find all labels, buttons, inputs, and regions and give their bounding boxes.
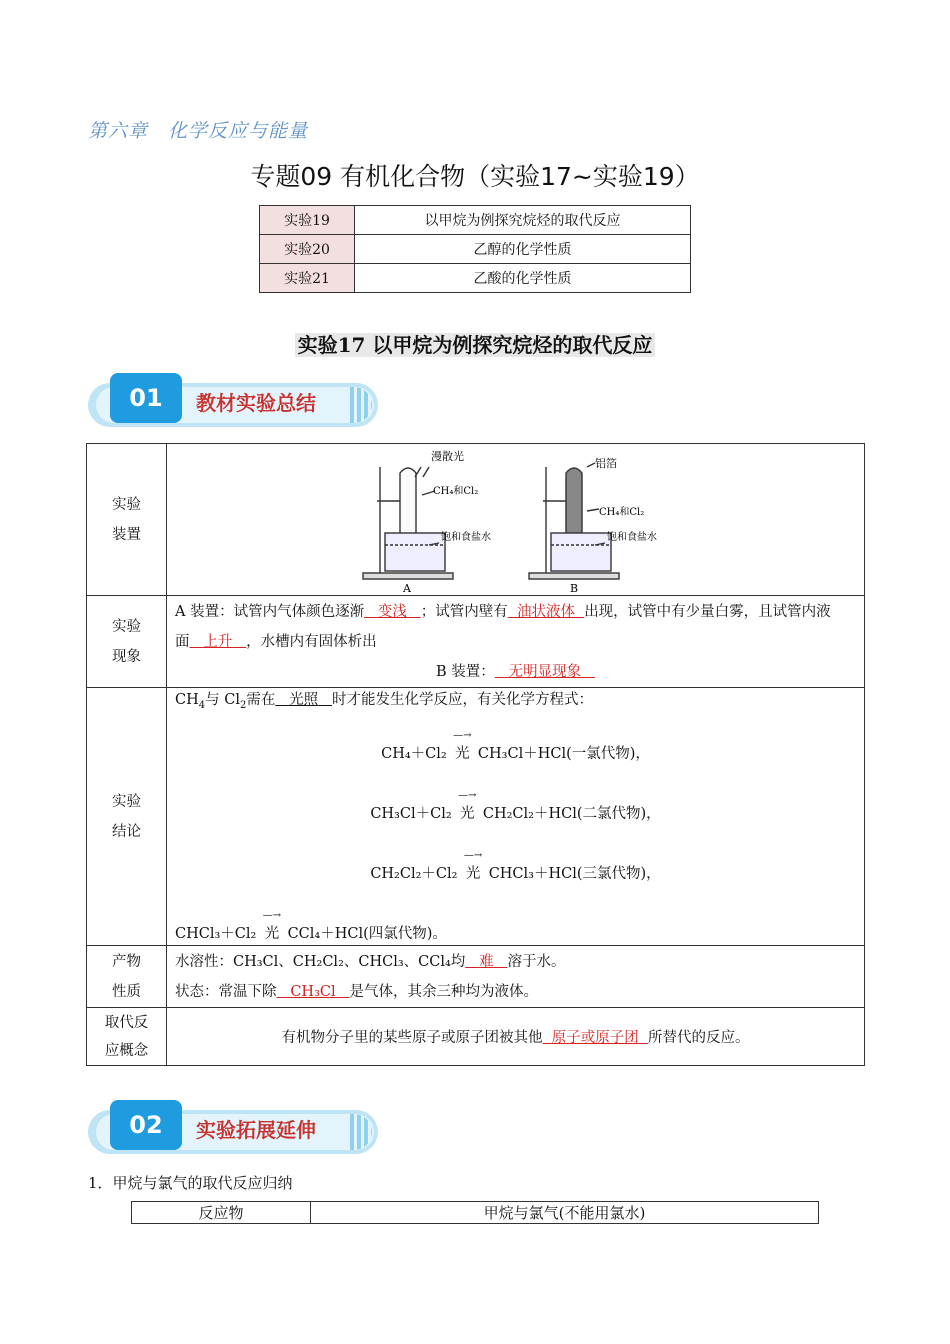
- label-diffuse-light: 漫散光: [431, 449, 464, 463]
- phenomena-cell: A 装置：试管内气体颜色逐渐 变浅 ；试管内壁有 油状液体 出现，试管中有少量白雾，且试管内液面 上升 ，水槽内有固体析出 B 装置： 无明显现象: [167, 596, 865, 688]
- row-label: 实验装置: [87, 444, 167, 596]
- label-gas-b: CH₄和Cl₂: [599, 506, 645, 518]
- row-label: 取代反应概念: [87, 1008, 167, 1066]
- section-banner-2: [88, 1100, 380, 1156]
- summary-table: [86, 443, 865, 1066]
- experiment-heading-text: 实验17 以甲烷为例探究烷烃的取代反应: [295, 333, 656, 357]
- label-saline-a: 饱和食盐水: [441, 531, 491, 543]
- equation-4: CHCl₃＋Cl₂ —→ 光 CCl₄＋HCl(四氯代物)。: [175, 910, 447, 943]
- table-cell: 反应物: [132, 1202, 311, 1224]
- label-aluminum-foil: 铝箔: [595, 456, 617, 470]
- table-row: [260, 264, 691, 293]
- label-saline-b: 饱和食盐水: [607, 531, 657, 543]
- answer-blank: 油状液体: [516, 603, 575, 620]
- apparatus-diagram: [167, 445, 864, 595]
- toc-num: 实验21: [260, 264, 355, 293]
- toc-name: 乙酸的化学性质: [355, 264, 691, 293]
- section-banner-1: [88, 373, 380, 429]
- table-row: [87, 946, 865, 1008]
- experiment-heading: [0, 329, 950, 358]
- answer-blank: 难: [479, 953, 494, 970]
- section-number: 01: [110, 373, 182, 423]
- equation-3: CH₂Cl₂＋Cl₂ —→ 光 CHCl₃＋HCl(三氯代物)，: [370, 850, 661, 883]
- label-apparatus-b: B: [570, 581, 579, 595]
- toc-name: 以甲烷为例探究烷烃的取代反应: [355, 206, 691, 235]
- label-apparatus-a: A: [403, 581, 411, 595]
- toc-num: 实验20: [260, 235, 355, 264]
- answer-blank: 原子或原子团: [551, 1030, 639, 1046]
- substitution-cell: 有机物分子里的某些原子或原子团被其他 原子或原子团 所替代的反应。: [167, 1008, 865, 1066]
- table-cell: 甲烷与氯气(不能用氯水): [311, 1202, 819, 1224]
- equation-2: CH₃Cl＋Cl₂ —→ 光 CH₂Cl₂＋HCl(二氯代物)，: [370, 790, 661, 823]
- table-row: [87, 1008, 865, 1066]
- answer-blank: 无明显现象: [508, 663, 582, 680]
- answer-blank: 变浅: [377, 603, 407, 620]
- properties-cell: 水溶性：CH₃Cl、CH₂Cl₂、CHCl₃、CCl₄均 难 溶于水。 状态：常温下除 CH₃Cl 是气体，其余三种均为液体。: [167, 946, 865, 1008]
- answer-blank: CH₃Cl: [290, 983, 336, 1000]
- table-row: [87, 688, 865, 946]
- reaction-summary-table: [131, 1201, 819, 1224]
- row-label: 实验现象: [87, 596, 167, 688]
- equation-1: CH₄＋Cl₂ —→ 光 CH₃Cl＋HCl(一氯代物)，: [381, 730, 650, 763]
- row-label: 实验结论: [87, 688, 167, 946]
- page-title: 专题09 有机化合物（实验17~实验19）: [250, 162, 700, 191]
- section-label: 实验拓展延伸: [196, 1118, 316, 1142]
- toc-name: 乙醇的化学性质: [355, 235, 691, 264]
- section-label: 教材实验总结: [196, 391, 316, 415]
- table-row: [132, 1202, 819, 1224]
- table-row: [87, 444, 865, 596]
- apparatus-figure-cell: [167, 444, 865, 596]
- row-label: 产物性质: [87, 946, 167, 1008]
- table-row: [260, 235, 691, 264]
- toc-num: 实验19: [260, 206, 355, 235]
- conclusion-cell: $CH_4$与 $Cl_2$需在 光照 时才能发生化学反应，有关化学方程式： CH₄＋Cl₂ —→ 光 CH₃Cl＋HCl(一氯代物)， CH₃Cl＋Cl₂ —→ 光 CH₂Cl₂＋HCl(二氯代物)， CH₂Cl₂＋Cl₂ —→ 光 CHCl₃＋HCl(三氯代物)， CHCl₃＋Cl₂ —→ 光 CCl₄＋HCl(四氯代物)。: [167, 688, 865, 946]
- section-number: 02: [110, 1100, 182, 1150]
- table-row: [260, 206, 691, 235]
- experiment-index-table: [259, 205, 691, 293]
- section-item: 1．甲烷与氯气的取代反应归纳: [88, 1174, 293, 1192]
- answer-blank: 上升: [203, 633, 233, 650]
- chapter-heading: 第六章 化学反应与能量: [88, 120, 309, 142]
- table-row: [87, 596, 865, 688]
- label-gas-a: CH₄和Cl₂: [433, 485, 479, 497]
